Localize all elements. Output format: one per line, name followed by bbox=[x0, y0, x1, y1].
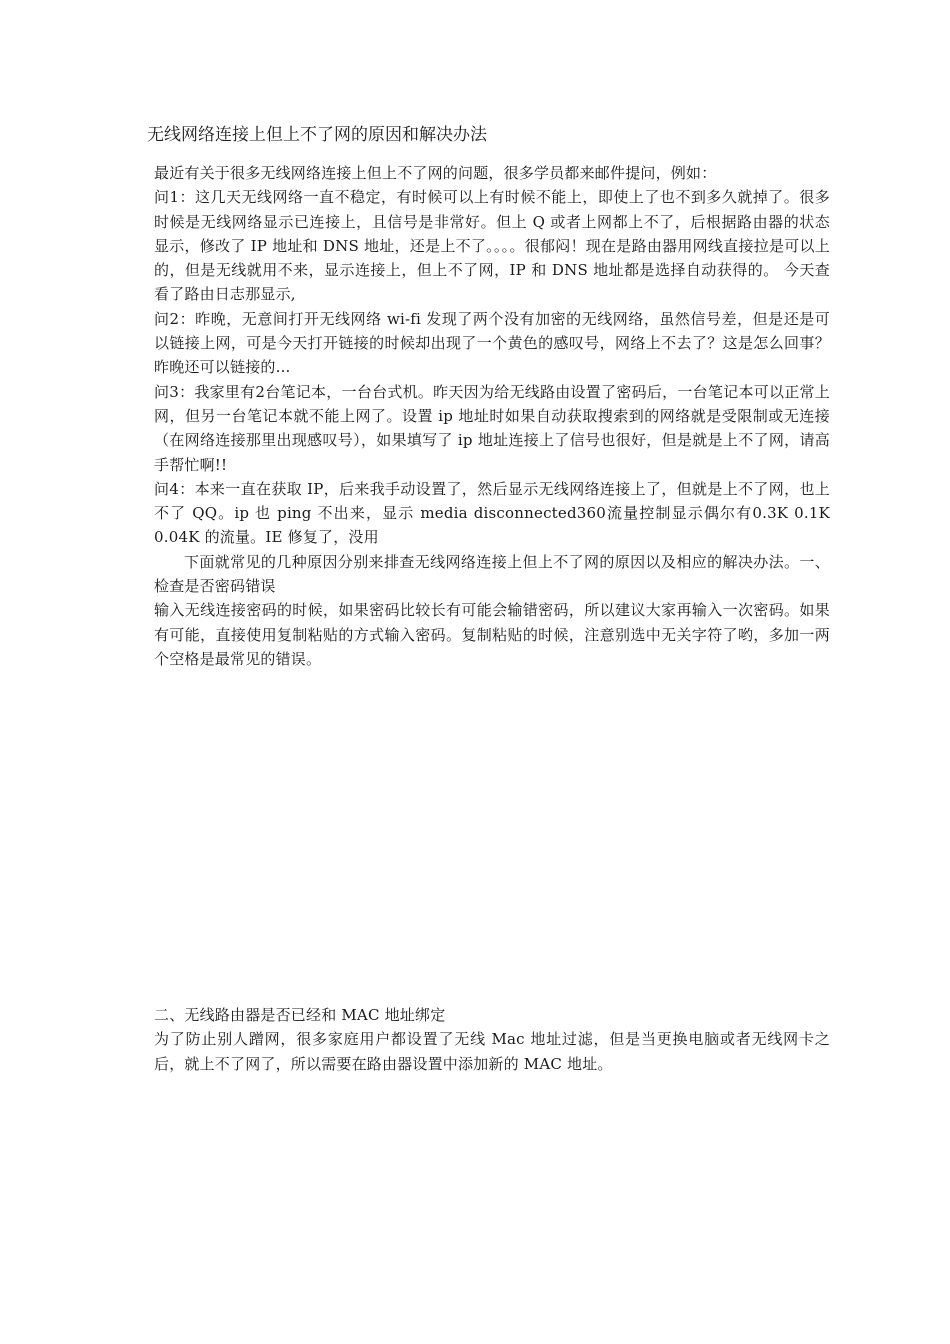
mac-binding-paragraph: 为了防止别人蹭网，很多家庭用户都设置了无线 Mac 地址过滤，但是当更换电脑或者无线网卡之后，就上不了网了，所以需要在路由器设置中添加新的 MAC 地址。 bbox=[154, 1030, 830, 1073]
mac-binding-heading: 二、无线路由器是否已经和 MAC 地址绑定 bbox=[154, 1006, 446, 1024]
section-two bbox=[154, 1003, 830, 1076]
question-2-paragraph: 问2：昨晚，无意间打开无线网络 wi-fi 发现了两个没有加密的无线网络，虽然信号差，但是还是可以链接上网，可是今天打开链接的时候却出现了一个黄色的感叹号，网络上不去了？这是怎么回事？昨晚还可以链接的... bbox=[154, 309, 830, 377]
question-1-paragraph: 问1：这几天无线网络一直不稳定，有时候可以上有时候不能上，即使上了也不到多久就掉了。很多时候是无线网络显示已连接上，且信号是非常好。但上 Q 或者上网都上不了，后根据路由器的状态显示，修改了 IP 地址和 DNS 地址，还是上不了。。。。很郁闷！现在是路由器用网线直接拉是可以上的，但是无线就用不来，显示连接上，但上不了网，IP 和 DNS 地址都是选择自动获得的。 今天查看了路由日志那显示, bbox=[154, 188, 830, 304]
document-title: 无线网络连接上但上不了网的原因和解决办法 bbox=[147, 125, 487, 145]
intro-paragraph: 最近有关于很多无线网络连接上但上不了网的问题，很多学员都来邮件提问，例如： bbox=[154, 164, 717, 182]
troubleshoot-intro-paragraph: 下面就常见的几种原因分别来排查无线网络连接上但上不了网的原因以及相应的解决办法。一、检查是否密码错误 bbox=[154, 552, 830, 596]
password-check-paragraph: 输入无线连接密码的时候，如果密码比较长有可能会输错密码，所以建议大家再输入一次密码。如果有可能，直接使用复制粘贴的方式输入密码。复制粘贴的时候，注意别选中无关字符了哟，多加一两个空格是最常见的错误。 bbox=[154, 601, 830, 668]
question-3-paragraph: 问3：我家里有2台笔记本，一台台式机。昨天因为给无线路由设置了密码后，一台笔记本可以正常上网，但另一台笔记本就不能上网了。设置 ip 地址时如果自动获取搜索到的网络就是受限制或无连接（在网络连接那里出现感叹号），如果填写了 ip 地址连接上了信号也很好，但是就是上不了网，请高手帮忙啊!! bbox=[154, 382, 830, 474]
section-one bbox=[154, 161, 830, 671]
question-4-paragraph: 问4：本来一直在获取 IP，后来我手动设置了，然后显示无线网络连接上了，但就是上不了网，也上不了 QQ。ip 也 ping 不出来，显示 media disconnected360流量控制显示偶尔有0.3K 0.1K 0.04K 的流量。IE 修复了，没用 bbox=[154, 479, 830, 547]
